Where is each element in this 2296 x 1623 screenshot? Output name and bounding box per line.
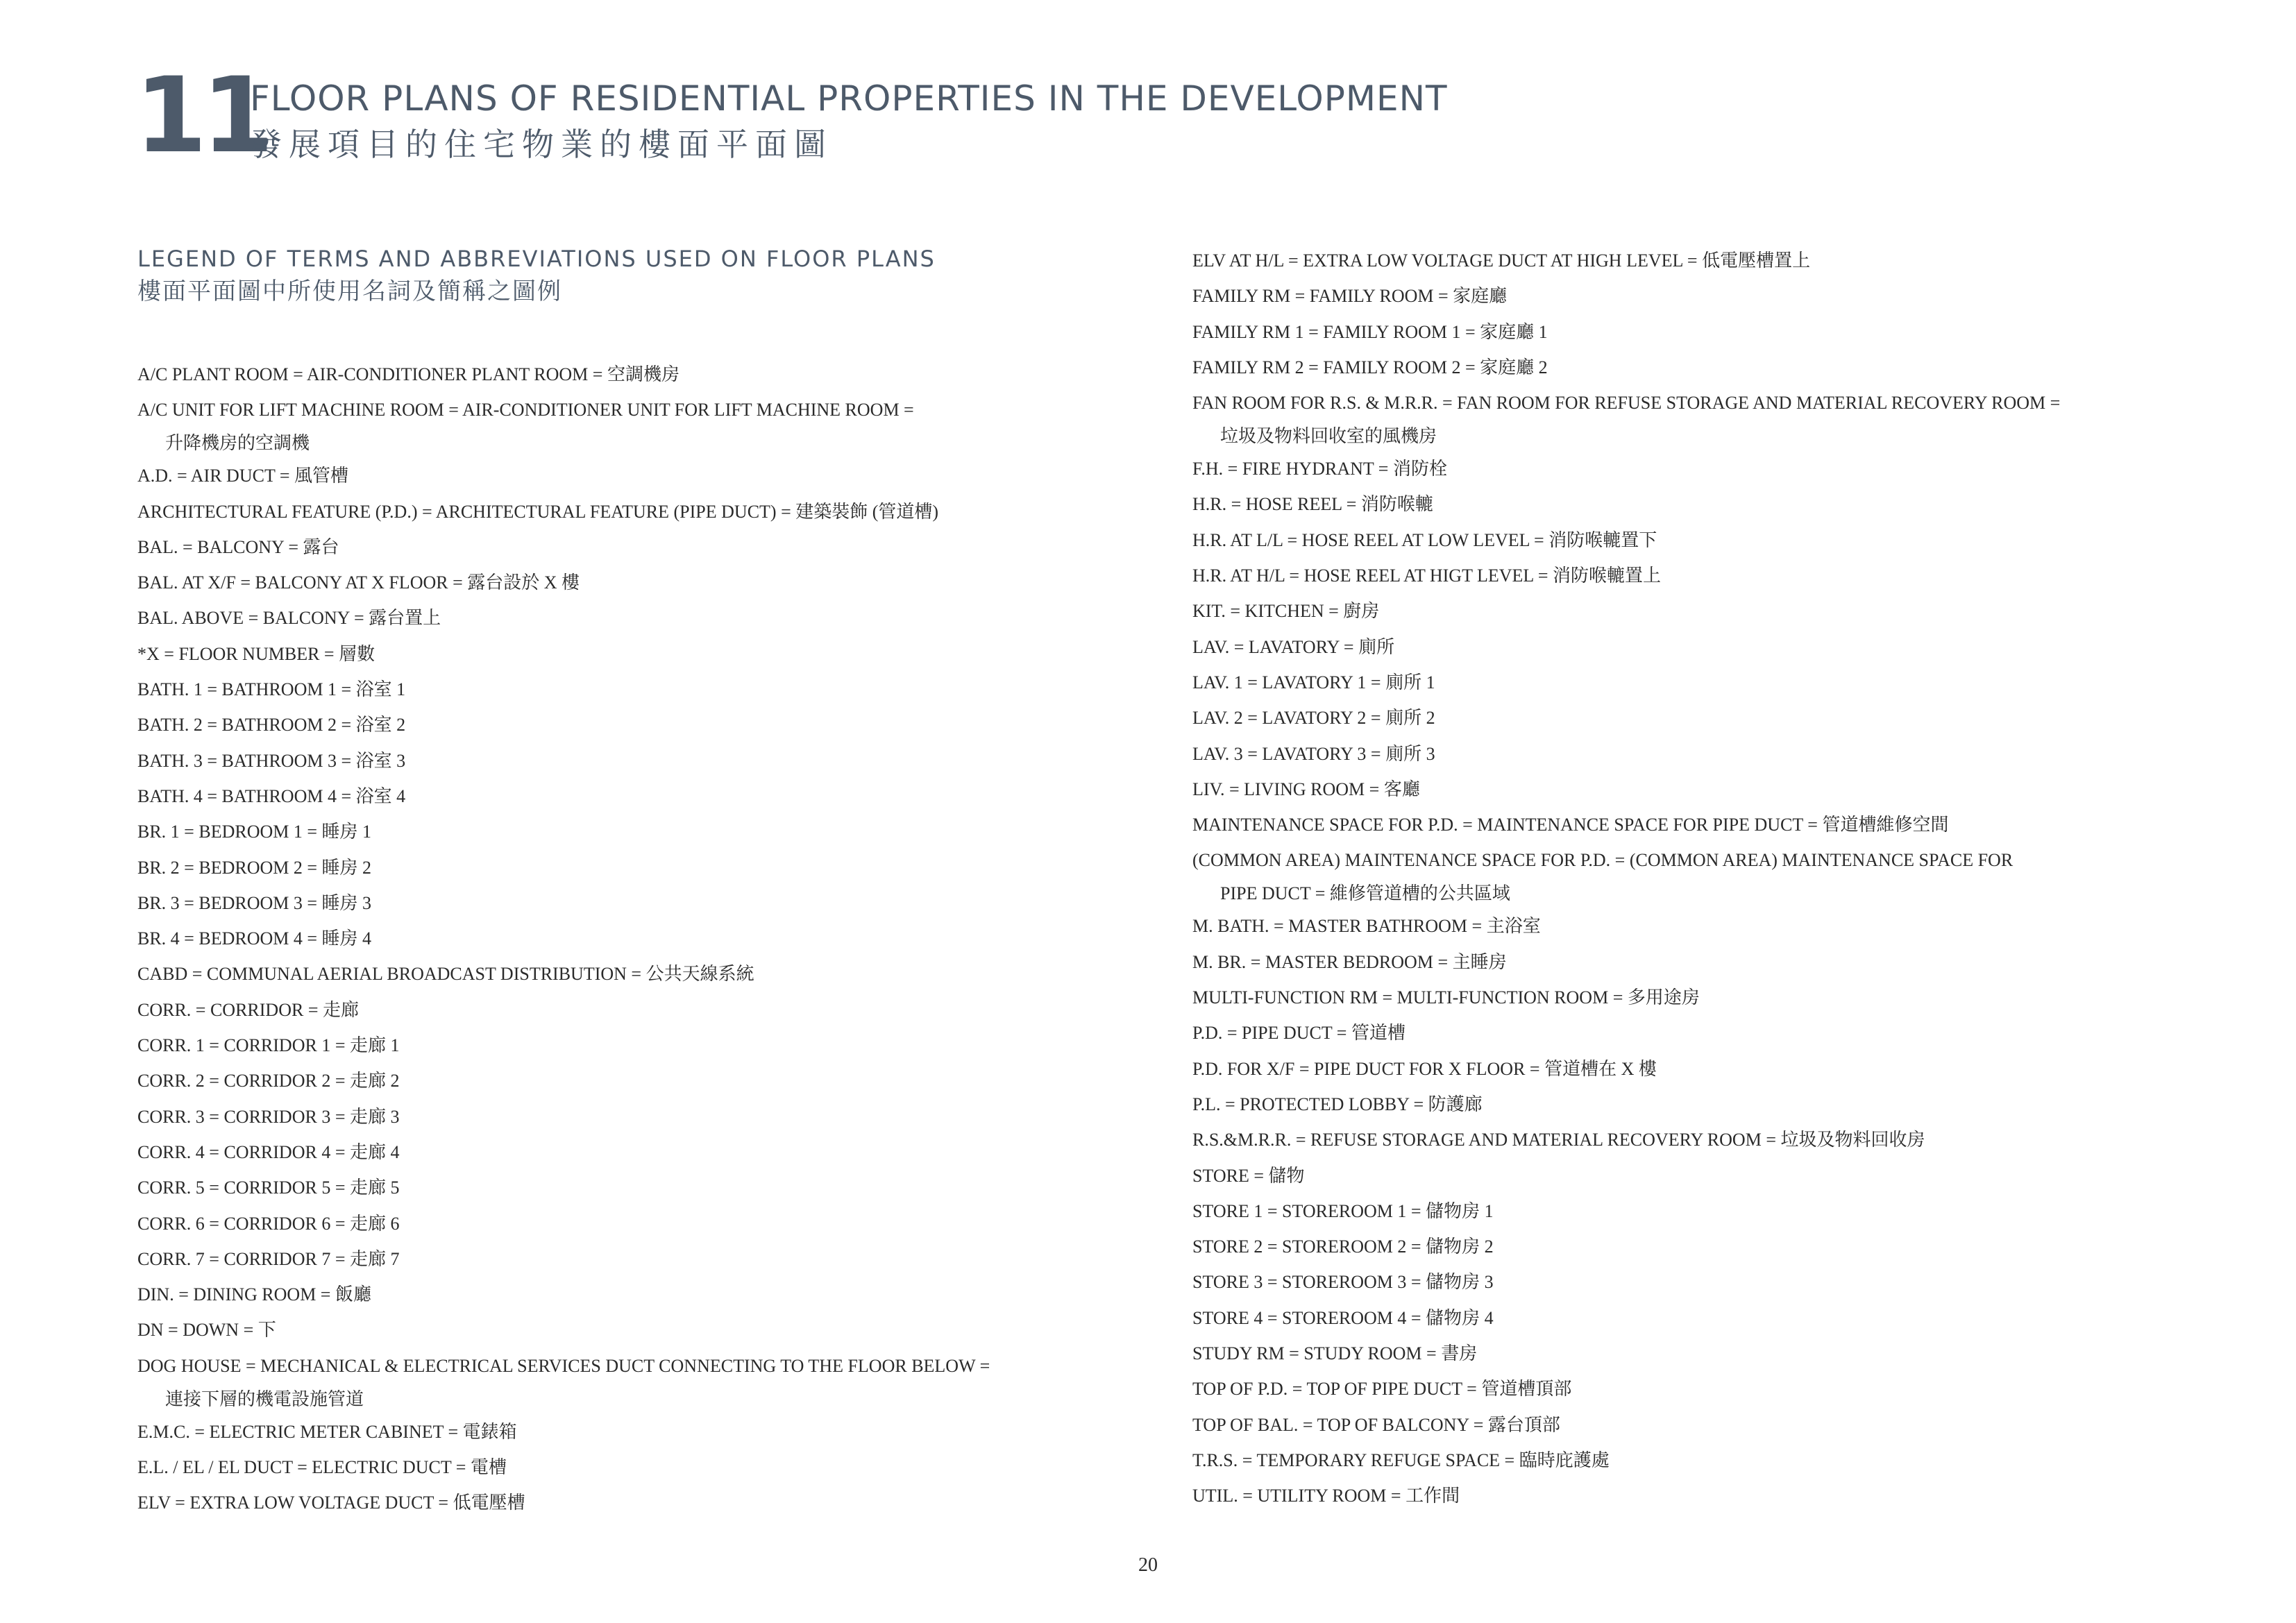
legend-entry xyxy=(137,673,1179,708)
legend-entry xyxy=(137,1136,1179,1171)
legend-entry xyxy=(137,1064,1179,1100)
legend-entry xyxy=(1192,981,2199,1017)
legend-entry xyxy=(137,459,1179,495)
legend-entry xyxy=(1192,1017,2199,1052)
legend-heading-en: LEGEND OF TERMS AND ABBREVIATIONS USED ON FLOOR PLANS xyxy=(137,246,936,272)
legend-entry xyxy=(1192,316,2199,351)
legend-entry xyxy=(1192,666,2199,702)
legend-entry-text: P.L. = PROTECTED LOBBY = 防護廊 xyxy=(1192,1094,1483,1114)
legend-entry-text: ARCHITECTURAL FEATURE (P.D.) = ARCHITECTURAL FEATURE (PIPE DUCT) = 建築裝飾 (管道槽) xyxy=(137,501,939,522)
legend-entry-text: BAL. AT X/F = BALCONY AT X FLOOR = 露台設於 X 樓 xyxy=(137,572,580,593)
legend-entry-text: E.L. / EL / EL DUCT = ELECTRIC DUCT = 電槽 xyxy=(137,1457,507,1478)
legend-entry-text: CORR. 7 = CORRIDOR 7 = 走廊 7 xyxy=(137,1248,400,1269)
legend-entry-text: A/C PLANT ROOM = AIR-CONDITIONER PLANT ROOM = 空調機房 xyxy=(137,364,679,384)
legend-entry xyxy=(137,745,1179,780)
legend-entry xyxy=(1192,351,2199,386)
legend-entry xyxy=(1192,559,2199,595)
legend-entry-text: LAV. 2 = LAVATORY 2 = 廁所 2 xyxy=(1192,708,1435,729)
legend-entry-text: LAV. = LAVATORY = 廁所 xyxy=(1192,636,1395,657)
legend-entry xyxy=(137,602,1179,637)
legend-entry xyxy=(137,1416,1179,1451)
legend-entry-text: BR. 1 = BEDROOM 1 = 睡房 1 xyxy=(137,822,372,842)
legend-entry xyxy=(1192,910,2199,945)
page-number: 20 xyxy=(1138,1554,1158,1576)
legend-entry-text: KIT. = KITCHEN = 廚房 xyxy=(1192,601,1380,622)
legend-entry-text: P.D. = PIPE DUCT = 管道槽 xyxy=(1192,1023,1406,1044)
legend-entry-text: DN = DOWN = 下 xyxy=(137,1320,276,1341)
legend-entry-text: FAMILY RM 1 = FAMILY ROOM 1 = 家庭廳 1 xyxy=(1192,321,1548,342)
legend-entry-text: M. BR. = MASTER BEDROOM = 主睡房 xyxy=(1192,951,1507,972)
legend-entry-text: P.D. FOR X/F = PIPE DUCT FOR X FLOOR = 管道槽在 X 樓 xyxy=(1192,1058,1657,1079)
legend-entry xyxy=(1192,1302,2199,1337)
legend-entry xyxy=(137,566,1179,602)
legend-entry-text: F.H. = FIRE HYDRANT = 消防栓 xyxy=(1192,459,1447,479)
legend-entry-text: BATH. 2 = BATHROOM 2 = 浴室 2 xyxy=(137,715,406,736)
legend-entry-text: STORE 3 = STOREROOM 3 = 儲物房 3 xyxy=(1192,1272,1494,1293)
legend-entry-text: LAV. 3 = LAVATORY 3 = 廁所 3 xyxy=(1192,743,1435,764)
legend-entry xyxy=(137,958,1179,993)
legend-entry xyxy=(137,393,1179,459)
legend-entry xyxy=(1192,280,2199,315)
legend-entry xyxy=(137,994,1179,1029)
legend-entry xyxy=(1192,631,2199,666)
legend-entry xyxy=(137,1350,1179,1416)
legend-entry-text: CABD = COMMUNAL AERIAL BROADCAST DISTRIBUTION = 公共天線系統 xyxy=(137,964,754,985)
legend-entry xyxy=(137,1451,1179,1486)
legend-entry-text: CORR. 1 = CORRIDOR 1 = 走廊 1 xyxy=(137,1035,400,1056)
legend-column-left xyxy=(137,358,1179,1522)
legend-entry-text: STUDY RM = STUDY ROOM = 書房 xyxy=(1192,1343,1478,1364)
legend-entry xyxy=(137,1207,1179,1243)
legend-entry-text: A.D. = AIR DUCT = 風管槽 xyxy=(137,466,349,486)
legend-entry-text: M. BATH. = MASTER BATHROOM = 主浴室 xyxy=(1192,916,1541,937)
legend-entry-text: LAV. 1 = LAVATORY 1 = 廁所 1 xyxy=(1192,672,1435,692)
legend-entry-text: FAN ROOM FOR R.S. & M.R.R. = FAN ROOM FOR REFUSE STORAGE AND MATERIAL RECOVERY ROOM = xyxy=(1192,393,2061,414)
legend-entry-text: BR. 3 = BEDROOM 3 = 睡房 3 xyxy=(137,892,372,913)
legend-entry xyxy=(137,1243,1179,1278)
legend-entry-text: CORR. = CORRIDOR = 走廊 xyxy=(137,999,359,1020)
legend-entry-text: H.R. AT L/L = HOSE REEL AT LOW LEVEL = 消防喉轆置下 xyxy=(1192,529,1657,550)
legend-entry xyxy=(137,1101,1179,1136)
legend-entry xyxy=(1192,488,2199,523)
legend-entry-continuation: 垃圾及物料回收室的風機房 xyxy=(1220,426,1437,447)
legend-entry-text: UTIL. = UTILITY ROOM = 工作間 xyxy=(1192,1486,1460,1506)
legend-entry xyxy=(137,1486,1179,1522)
legend-entry xyxy=(1192,1123,2199,1159)
legend-entry-text: BR. 4 = BEDROOM 4 = 睡房 4 xyxy=(137,928,372,949)
legend-entry-text: T.R.S. = TEMPORARY REFUGE SPACE = 臨時庇護處 xyxy=(1192,1450,1610,1470)
legend-entry-text: STORE 4 = STOREROOM 4 = 儲物房 4 xyxy=(1192,1307,1494,1328)
legend-entry-continuation: PIPE DUCT = 維修管道槽的公共區域 xyxy=(1220,883,1510,904)
legend-entry xyxy=(1192,1088,2199,1123)
legend-entry xyxy=(137,531,1179,566)
legend-entry xyxy=(1192,773,2199,808)
legend-entry-text: CORR. 4 = CORRIDOR 4 = 走廊 4 xyxy=(137,1141,400,1162)
legend-entry-text: H.R. = HOSE REEL = 消防喉轆 xyxy=(1192,494,1433,515)
legend-entry-text: DIN. = DINING ROOM = 飯廳 xyxy=(137,1284,371,1305)
legend-entry-text: BATH. 3 = BATHROOM 3 = 浴室 3 xyxy=(137,750,406,771)
legend-entry-continuation: 連接下層的機電設施管道 xyxy=(165,1388,364,1409)
legend-entry xyxy=(1192,1266,2199,1301)
legend-entry xyxy=(137,922,1179,958)
legend-entry-text: CORR. 2 = CORRIDOR 2 = 走廊 2 xyxy=(137,1071,400,1091)
legend-entry xyxy=(137,708,1179,744)
legend-entry xyxy=(1192,386,2199,452)
legend-entry-text: (COMMON AREA) MAINTENANCE SPACE FOR P.D. = (COMMON AREA) MAINTENANCE SPACE FOR xyxy=(1192,850,2014,871)
legend-entry-text: CORR. 6 = CORRIDOR 6 = 走廊 6 xyxy=(137,1213,400,1234)
legend-entry-text: DOG HOUSE = MECHANICAL & ELECTRICAL SERVICES DUCT CONNECTING TO THE FLOOR BELOW = xyxy=(137,1355,990,1376)
legend-entry xyxy=(1192,1479,2199,1515)
legend-entry xyxy=(1192,1409,2199,1444)
legend-entry xyxy=(1192,844,2199,910)
legend-entry xyxy=(1192,595,2199,630)
legend-entry xyxy=(1192,1337,2199,1373)
legend-entry-text: BR. 2 = BEDROOM 2 = 睡房 2 xyxy=(137,857,372,878)
legend-entry xyxy=(137,851,1179,887)
legend-entry-text: TOP OF P.D. = TOP OF PIPE DUCT = 管道槽頂部 xyxy=(1192,1379,1572,1400)
legend-entry xyxy=(137,887,1179,922)
legend-entry xyxy=(137,1029,1179,1064)
legend-entry xyxy=(1192,702,2199,737)
page-title-zh: 發展項目的住宅物業的樓面平面圖 xyxy=(250,126,833,163)
legend-entry xyxy=(1192,946,2199,981)
legend-entry-text: E.M.C. = ELECTRIC METER CABINET = 電錶箱 xyxy=(137,1421,517,1442)
legend-entry xyxy=(1192,1230,2199,1266)
legend-entry-text: STORE = 儲物 xyxy=(1192,1165,1305,1186)
legend-entry-text: BATH. 4 = BATHROOM 4 = 浴室 4 xyxy=(137,785,406,806)
page-title-en: FLOOR PLANS OF RESIDENTIAL PROPERTIES IN THE DEVELOPMENT xyxy=(250,78,1448,119)
legend-entry xyxy=(137,1171,1179,1207)
legend-entry-text: A/C UNIT FOR LIFT MACHINE ROOM = AIR-CONDITIONER UNIT FOR LIFT MACHINE ROOM = xyxy=(137,400,914,420)
legend-entry xyxy=(1192,524,2199,559)
legend-entry xyxy=(1192,808,2199,844)
legend-entry xyxy=(1192,244,2199,280)
legend-entry xyxy=(137,780,1179,815)
legend-entry-text: CORR. 3 = CORRIDOR 3 = 走廊 3 xyxy=(137,1106,400,1127)
legend-entry xyxy=(1192,1444,2199,1479)
legend-entry xyxy=(1192,738,2199,773)
legend-entry-text: TOP OF BAL. = TOP OF BALCONY = 露台頂部 xyxy=(1192,1414,1560,1435)
legend-entry xyxy=(137,815,1179,851)
legend-entry-text: ELV AT H/L = EXTRA LOW VOLTAGE DUCT AT HIGH LEVEL = 低電壓槽置上 xyxy=(1192,250,1811,271)
legend-entry-text: H.R. AT H/L = HOSE REEL AT HIGT LEVEL = 消防喉轆置上 xyxy=(1192,566,1661,586)
legend-entry-text: STORE 2 = STOREROOM 2 = 儲物房 2 xyxy=(1192,1237,1494,1257)
legend-entry xyxy=(1192,1195,2199,1230)
legend-entry xyxy=(137,1278,1179,1314)
legend-entry-text: MULTI-FUNCTION RM = MULTI-FUNCTION ROOM = 多用途房 xyxy=(1192,987,1700,1008)
legend-entry xyxy=(137,495,1179,531)
section-number: 11 xyxy=(135,56,269,176)
legend-entry-text: STORE 1 = STOREROOM 1 = 儲物房 1 xyxy=(1192,1200,1494,1221)
legend-entry xyxy=(1192,1373,2199,1408)
legend-entry xyxy=(137,1314,1179,1349)
legend-entry-text: LIV. = LIVING ROOM = 客廳 xyxy=(1192,779,1420,799)
legend-entry xyxy=(1192,452,2199,488)
legend-entry-text: ELV = EXTRA LOW VOLTAGE DUCT = 低電壓槽 xyxy=(137,1493,525,1513)
legend-entry xyxy=(1192,1159,2199,1195)
legend-entry-text: BAL. ABOVE = BALCONY = 露台置上 xyxy=(137,608,441,629)
legend-entry-text: BAL. = BALCONY = 露台 xyxy=(137,536,339,557)
legend-heading-zh: 樓面平面圖中所使用名詞及簡稱之圖例 xyxy=(137,278,562,305)
legend-entry-text: R.S.&M.R.R. = REFUSE STORAGE AND MATERIAL RECOVERY ROOM = 垃圾及物料回收房 xyxy=(1192,1130,1925,1150)
legend-entry-continuation: 升降機房的空調機 xyxy=(165,433,310,454)
legend-entry xyxy=(137,638,1179,673)
legend-entry-text: FAMILY RM = FAMILY ROOM = 家庭廳 xyxy=(1192,286,1508,307)
legend-entry xyxy=(1192,1053,2199,1088)
legend-entry xyxy=(137,358,1179,393)
legend-column-right xyxy=(1192,244,2199,1515)
legend-entry-text: MAINTENANCE SPACE FOR P.D. = MAINTENANCE SPACE FOR PIPE DUCT = 管道槽維修空間 xyxy=(1192,815,1949,835)
legend-entry-text: CORR. 5 = CORRIDOR 5 = 走廊 5 xyxy=(137,1178,400,1198)
legend-entry-text: FAMILY RM 2 = FAMILY ROOM 2 = 家庭廳 2 xyxy=(1192,357,1548,377)
legend-entry-text: BATH. 1 = BATHROOM 1 = 浴室 1 xyxy=(137,679,406,700)
legend-entry-text: *X = FLOOR NUMBER = 層數 xyxy=(137,643,375,664)
